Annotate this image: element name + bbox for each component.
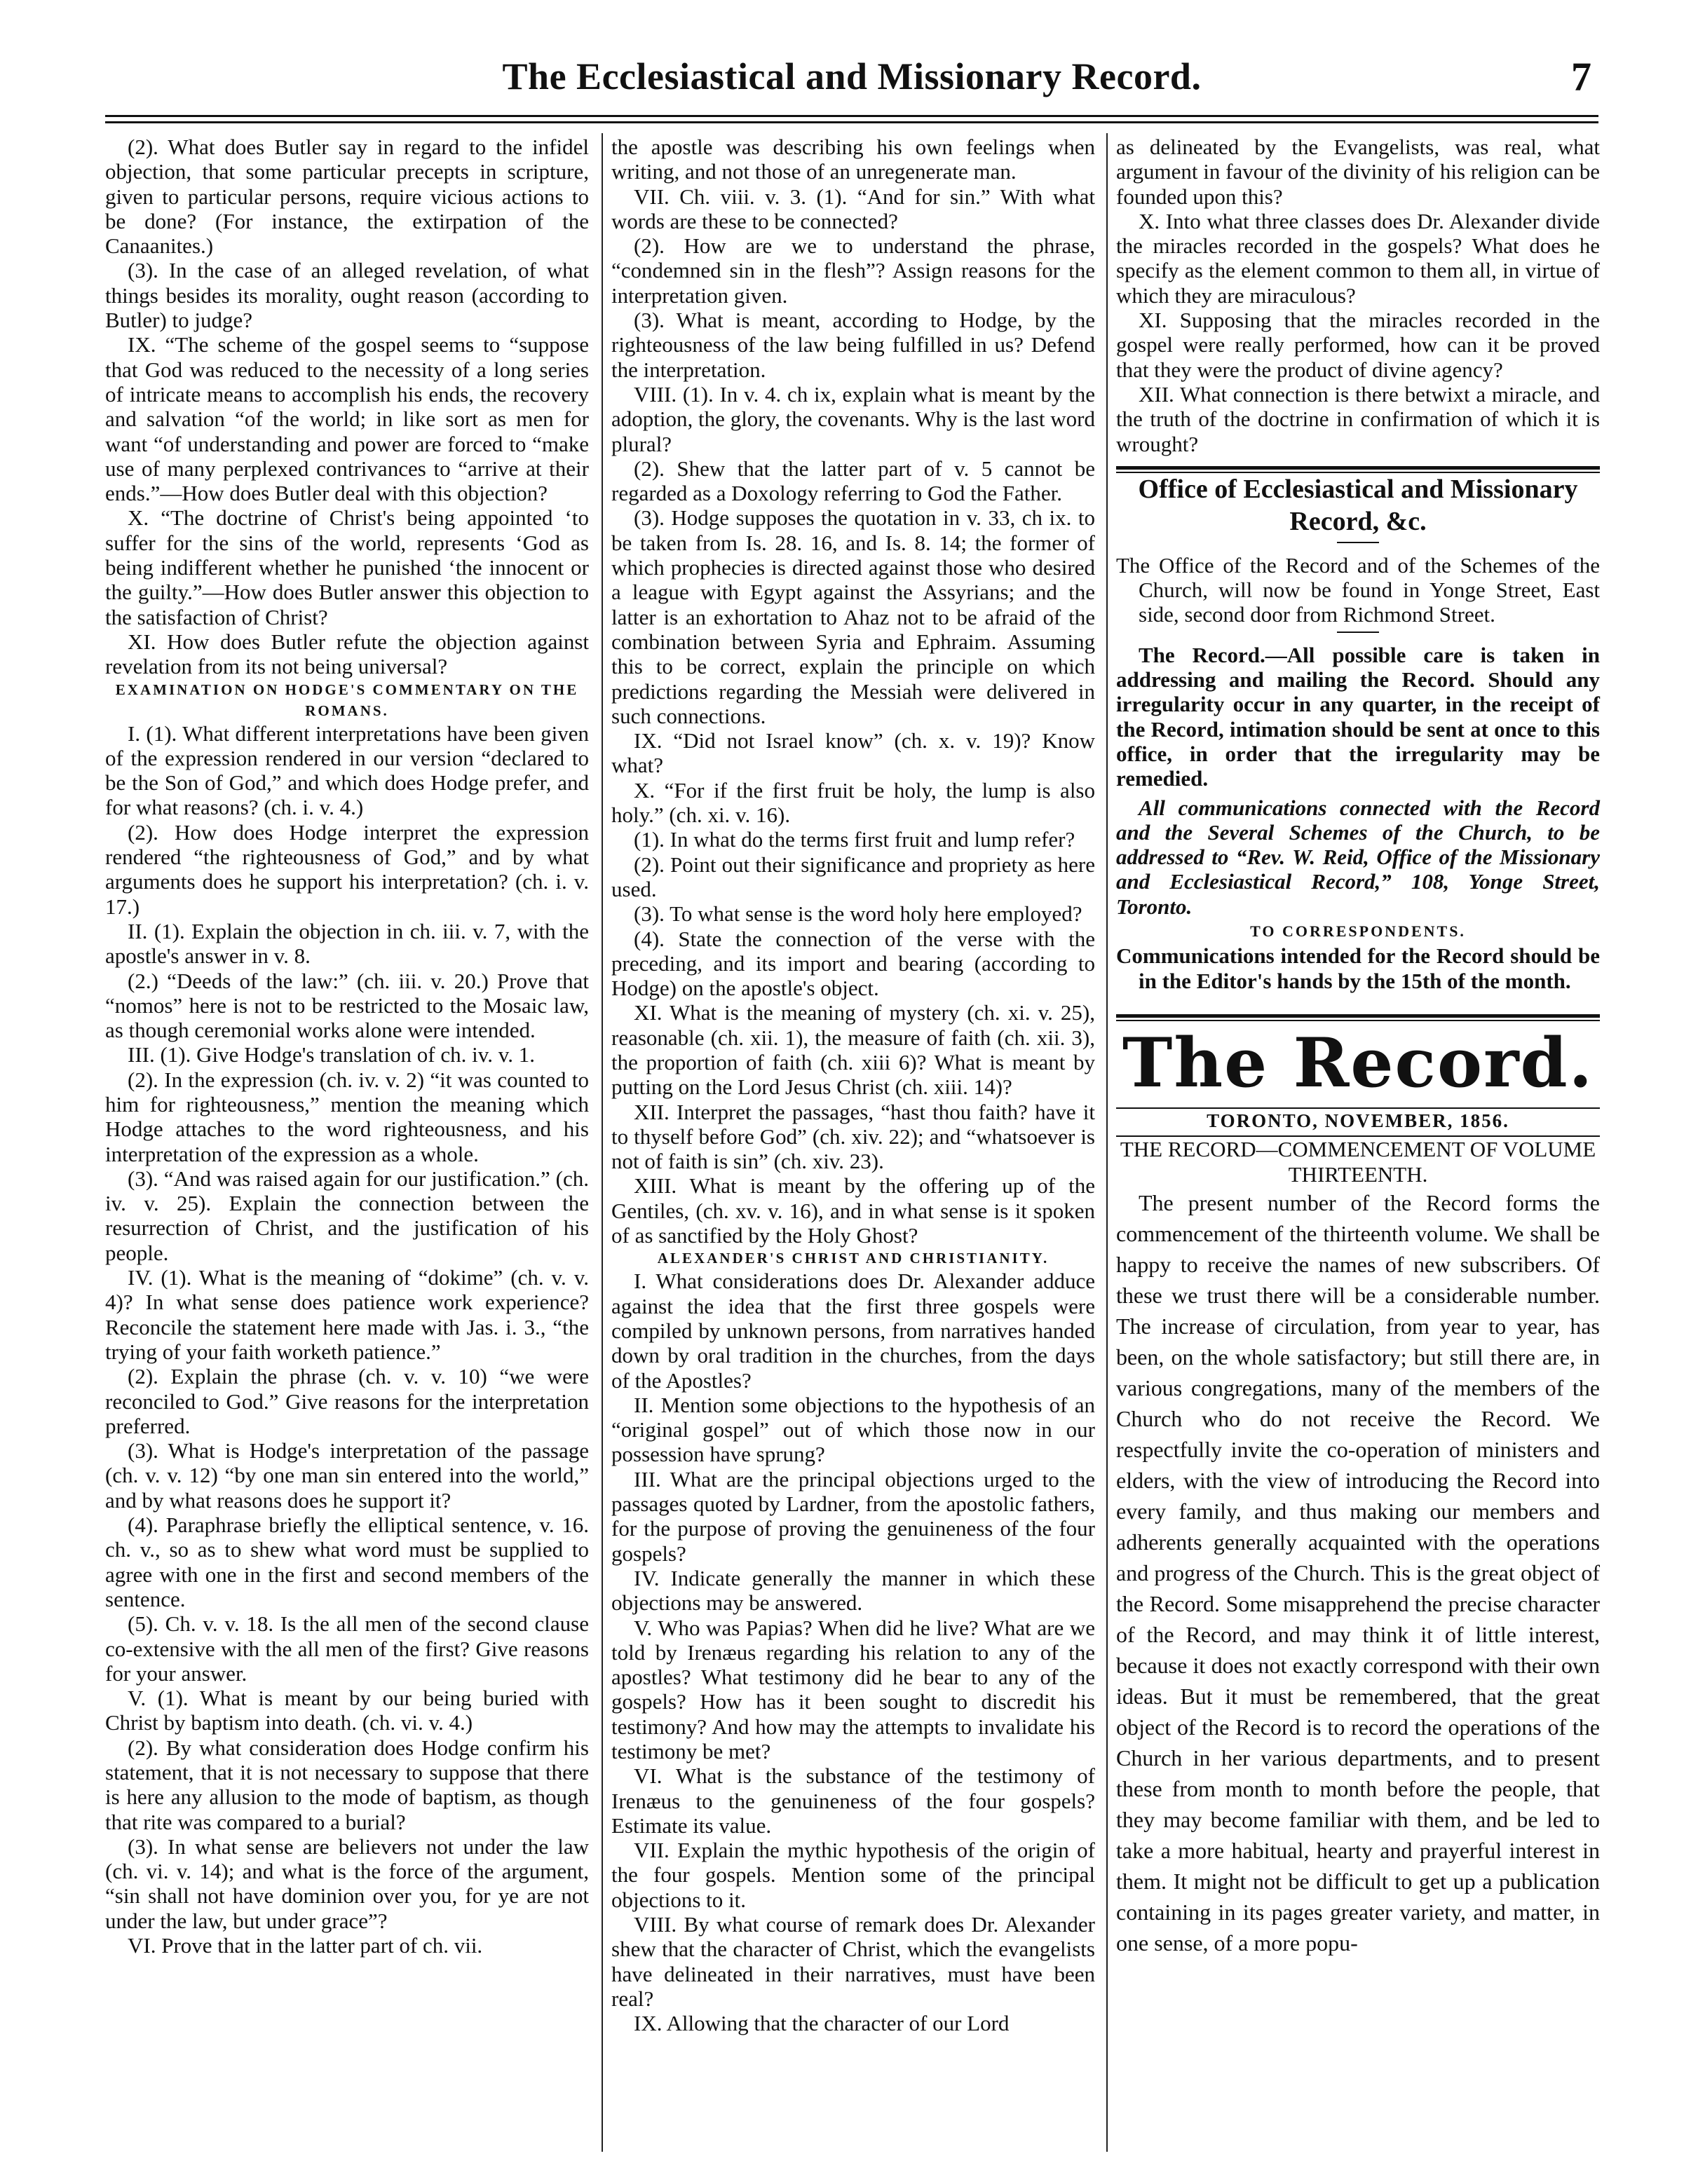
question: (5). Ch. v. v. 18. Is the all men of the second clause co-extensive with the all men of the first? Give reasons for your answer. bbox=[105, 1611, 589, 1686]
question: (2). By what consideration does Hodge confirm his statement, that it is not necessary to suppose that there is here any allusion to the mode of baptism, as though that rite was compared to a burial? bbox=[105, 1735, 589, 1834]
question: (2.) “Deeds of the law:” (ch. iii. v. 20.) Prove that “nomos” here is not to be restricted to the Mosaic law, as though ceremonial works alone were intended. bbox=[105, 968, 589, 1043]
question: (3). “And was raised again for our justification.” (ch. iv. v. 25). Explain the connection between the resurrection of Christ, and the justification of his people. bbox=[105, 1166, 589, 1265]
question: IX. “The scheme of the gospel seems to “suppose that God was reduced to the necessity of a long series of intricate means to accomplish his ends, the recovery and salvation “of the world; in like sort as men for want “of understanding and power are forced to “make use of many perplexed contrivances to “arrive at their ends.”—How does Butler deal with this objection? bbox=[105, 332, 589, 506]
running-title: The Ecclesiastical and Missionary Record. bbox=[502, 55, 1202, 97]
question: (3). What is meant, according to Hodge, by the righteousness of the law being fulfilled in us? Defend the interpretation. bbox=[611, 308, 1095, 382]
question: X. “The doctrine of Christ's being appointed ‘to suffer for the sins of the world, represents ‘God as being indifferent whether he punished ‘the innocent or the guilty.”—How does Butler answer this objection to the satisfaction of Christ? bbox=[105, 505, 589, 629]
question: II. Mention some objections to the hypothesis of an “original gospel” out of which those now in our possession have sprung? bbox=[611, 1392, 1095, 1467]
question: VII. Ch. viii. v. 3. (1). “And for sin.” With what words are these to be connected? bbox=[611, 184, 1095, 233]
column-2 bbox=[611, 135, 1095, 2036]
column-3 bbox=[1116, 135, 1600, 1958]
section-rule bbox=[1116, 1014, 1600, 1018]
question: IX. “Did not Israel know” (ch. x. v. 19)? Know what? bbox=[611, 728, 1095, 778]
question: I. (1). What different interpretations have been given of the expression rendered in our version “declared to be the Son of God,” and which does Hodge prefer, and for what reasons? (ch. i. v. 4.) bbox=[105, 721, 589, 820]
section-rule bbox=[1116, 466, 1600, 470]
office-notice: The Office of the Record and of the Schemes of the Church, will now be found in Yonge Street, East side, second door from Richmond Street. bbox=[1116, 552, 1600, 627]
question: X. Into what three classes does Dr. Alexander divide the miracles recorded in the gospels? What does he specify as the element common to them all, in virtue of which they are miraculous? bbox=[1116, 208, 1600, 308]
column-divider bbox=[602, 133, 603, 2152]
question: (3). What is Hodge's interpretation of the passage (ch. v. v. 12) “by one man sin entered into the world,” and by what reasons does he support it? bbox=[105, 1438, 589, 1513]
article-title: THE RECORD—COMMENCEMENT OF VOLUME THIRTEENTH. bbox=[1120, 1137, 1596, 1187]
question: (2). In the expression (ch. iv. v. 2) “it was counted to him for righteousness,” mention the meaning which Hodge attaches to the word righteousness, and his interpretation of the expression as a whole. bbox=[105, 1067, 589, 1166]
correspondents-heading: TO CORRESPONDENTS. bbox=[1250, 922, 1466, 941]
question: I. What considerations does Dr. Alexander adduce against the idea that the first three gospels were compiled by unknown persons, from narratives handed down by oral tradition in the churches, from the days of the Apostles? bbox=[611, 1269, 1095, 1393]
question: (2). Explain the phrase (ch. v. v. 10) “we were reconciled to God.” Give reasons for the interpretation preferred. bbox=[105, 1364, 589, 1438]
communications-notice: All communications connected with the Record and the Several Schemes of the Church, to be addressed to “Rev. W. Reid, Office of the Missionary and Ecclesiastical Record,” 108, Yonge Street, Toronto. bbox=[1116, 795, 1600, 919]
question: X. “For if the first fruit be holy, the lump is also holy.” (ch. xi. v. 16). bbox=[611, 777, 1095, 828]
record-notice: The Record.—All possible care is taken in addressing and mailing the Record. Should any irregularity occur in any quarter, in the receipt of the Record, intimation should be sent at once to this office, in order that the irregularity may be remedied. bbox=[1116, 642, 1600, 791]
question: VIII. By what course of remark does Dr. Alexander shew that the character of Christ, which the evangelists have delineated in their narratives, must have been real? bbox=[611, 1912, 1095, 2011]
question: (2). Shew that the latter part of v. 5 cannot be regarded as a Doxology referring to God the Father. bbox=[611, 456, 1095, 506]
masthead: The Record. bbox=[1122, 1023, 1594, 1103]
header-rule bbox=[105, 115, 1598, 123]
dateline: TORONTO, NOVEMBER, 1856. bbox=[1207, 1110, 1509, 1131]
question: III. What are the principal objections urged to the passages quoted by Lardner, from the apostolic fathers, for the purpose of proving the genuineness of the four gospels? bbox=[611, 1466, 1095, 1566]
page-header bbox=[105, 55, 1598, 111]
question: (1). In what do the terms first fruit and lump refer? bbox=[634, 827, 1075, 852]
question: IV. (1). What is the meaning of “dokime” (ch. v. v. 4)? In what sense does patience work experience? Reconcile the statement here made with Jas. i. 3., “the trying of your faith worketh patience.” bbox=[105, 1265, 589, 1364]
column-1 bbox=[105, 135, 589, 1958]
question: (2). How are we to understand the phrase, “condemned sin in the flesh”? Assign reasons for the interpretation given. bbox=[611, 233, 1095, 308]
correspondents-notice: Communications intended for the Record should be in the Editor's hands by the 15th of the month. bbox=[1116, 943, 1600, 993]
question: XII. What connection is there betwixt a miracle, and the truth of the doctrine in confirmation of which it is wrought? bbox=[1116, 381, 1600, 456]
question: V. (1). What is meant by our being buried with Christ by baptism into death. (ch. vi. v. 4.) bbox=[105, 1686, 589, 1735]
question: (3). To what sense is the word holy here employed? bbox=[634, 901, 1082, 927]
short-rule bbox=[1337, 542, 1379, 543]
question: V. Who was Papias? When did he live? What are we told by Irenæus regarding his relation to any of the apostles? What testimony did he bear to any of the gospels? How has it been sought to discredit his testimony? And how may the attempts to invalidate his testimony be met? bbox=[611, 1615, 1095, 1763]
article-body: The present number of the Record forms the commencement of the thirteenth volume. We shall be happy to receive the names of new subscribers. Of these we trust there will be a considerable number. The increase of circulation, from year to year, has been, on the whole satisfactory; but still there are, in various congregations, many of the members of the Church who do not receive the Record. We respectfully invite the co-operation of ministers and elders, with the view of introducing the Record into every family, and thus making our members and adherents generally acquainted with the operations and progress of the Church. This is the great object of the Record. Some misapprehend the precise character of the Record, and may think it of little interest, because it does not exactly correspond with their own ideas. But it must be remembered, that the great object of the Record is to record the operations of the Church in her various departments, and to present these from month to month before the people, that they may become familiar with them, and be led to take a more habitual, hearty and prayerful interest in them. It might not be difficult to get up a publication containing in its pages greater variety, and matter, in one sense, of a more popu- bbox=[1116, 1190, 1600, 1956]
question: VI. Prove that in the latter part of ch. vii. bbox=[128, 1933, 483, 1958]
question: IX. Allowing that the character of our Lord bbox=[634, 2011, 1010, 2036]
office-heading: Office of Ecclesiastical and Missionary Record, &c. bbox=[1138, 474, 1578, 536]
page-number: 7 bbox=[1571, 54, 1591, 100]
question: the apostle was describing his own feelings when writing, and not those of an unregenerate man. bbox=[611, 135, 1095, 184]
question: (2). What does Butler say in regard to the infidel objection, that some particular precepts in scripture, given to particular persons, require vicious actions to be done? (For instance, the extirpation of the Canaanites.) bbox=[105, 135, 589, 259]
question: VIII. (1). In v. 4. ch ix, explain what is meant by the adoption, the glory, the covenants. Why is the last word plural? bbox=[611, 381, 1095, 456]
question: (3). In the case of an alleged revelation, of what things besides its morality, ought reason (according to Butler) to judge? bbox=[105, 258, 589, 333]
question: VI. What is the substance of the testimony of Irenæus to the genuineness of the four gospels? Estimate its value. bbox=[611, 1763, 1095, 1838]
section-heading: EXAMINATION ON HODGE'S COMMENTARY ON THE ROMANS. bbox=[115, 681, 579, 719]
question: XI. What is the meaning of mystery (ch. xi. v. 25), reasonable (ch. xii. 1), the measure of faith (ch. xii. 3), the proportion of faith (ch. xiii 6)? What is meant by putting on the Lord Jesus Christ (ch. xiii. 14)? bbox=[611, 1000, 1095, 1100]
question: VII. Explain the mythic hypothesis of the origin of the four gospels. Mention some of the principal objections to it. bbox=[611, 1838, 1095, 1912]
question: (3). In what sense are believers not under the law (ch. vi. v. 14); and what is the force of the argument, “sin shall not have dominion over you, for ye are not under the law, but under grace”? bbox=[105, 1834, 589, 1933]
section-heading: ALEXANDER'S CHRIST AND CHRISTIANITY. bbox=[657, 1250, 1050, 1267]
question: (4). State the connection of the verse with the preceding, and its import and bearing (according to Hodge) on the apostle's object. bbox=[611, 926, 1095, 1001]
question: III. (1). Give Hodge's translation of ch. iv. v. 1. bbox=[128, 1042, 535, 1067]
column-divider bbox=[1106, 133, 1108, 2152]
question: IV. Indicate generally the manner in which these objections may be answered. bbox=[611, 1565, 1095, 1616]
question: (3). Hodge supposes the quotation in v. 33, ch ix. to be taken from Is. 28. 16, and Is. 8. 14; the former of which prophecies is directed against those who desired a league with Egypt against the Assyrians; and the latter is an exhortation to Ahaz not to be afraid of the combination between Syria and Ephraim. Assuming this to be correct, explain the principle on which predictions regarding the Messiah were delivered in such connections. bbox=[611, 505, 1095, 728]
question: II. (1). Explain the objection in ch. iii. v. 7, with the apostle's answer in v. 8. bbox=[105, 918, 589, 969]
question: XIII. What is meant by the offering up of the Gentiles, (ch. xv. v. 16), and in what sense is it spoken of as sanctified by the Holy Ghost? bbox=[611, 1173, 1095, 1248]
question: as delineated by the Evangelists, was real, what argument in favour of the divinity of his religion can be founded upon this? bbox=[1116, 135, 1600, 209]
question: XI. Supposing that the miracles recorded in the gospel were really performed, how can it be proved that they were the product of divine agency? bbox=[1116, 308, 1600, 382]
question: (2). Point out their significance and propriety as here used. bbox=[611, 852, 1095, 901]
question: XI. How does Butler refute the objection against revelation from its not being universal? bbox=[105, 629, 589, 679]
question: XII. Interpret the passages, “hast thou faith? have it to thyself before God” (ch. xiv. 22); and “whatsoever is not of faith is sin” (ch. xiv. 23). bbox=[611, 1099, 1095, 1174]
short-rule bbox=[1337, 632, 1379, 633]
question: (4). Paraphrase briefly the elliptical sentence, v. 16. ch. v., so as to shew what word must be supplied to agree with one in the first and second members of the sentence. bbox=[105, 1513, 589, 1611]
question: (2). How does Hodge interpret the expression rendered “the righteousness of God,” and by what arguments does he support his interpretation? (ch. i. v. 17.) bbox=[105, 819, 589, 919]
